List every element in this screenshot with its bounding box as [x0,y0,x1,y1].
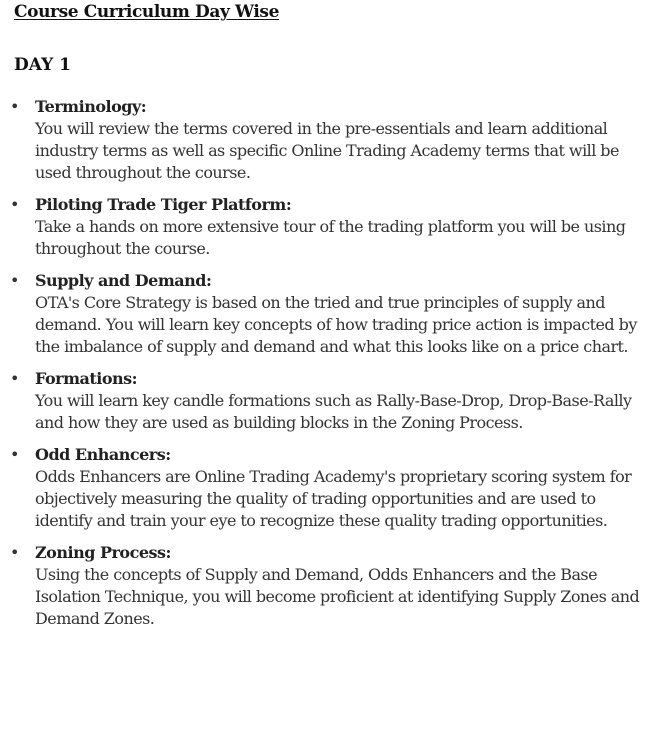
list-item-terminology [0,96,672,184]
list-item-piloting-trade-tiger [0,194,672,260]
bullet-icon: • [10,195,20,214]
curriculum-list [0,96,672,640]
item-title: Formations: [35,369,138,388]
item-title: Odd Enhancers: [35,445,171,464]
bullet-icon: • [10,271,20,290]
list-item-supply-and-demand [0,270,672,358]
list-item-zoning-process [0,542,672,630]
list-item-formations [0,368,672,434]
item-description: Using the concepts of Supply and Demand, Odds Enhancers and the Base Isolation Technique, you will become proficient at identifying Supply Zones and Demand Zones. [35,565,640,628]
item-description: Take a hands on more extensive tour of the trading platform you will be using throughout the course. [35,217,626,258]
item-description: You will learn key candle formations such as Rally-Base-Drop, Drop-Base-Rally and how they are used as building blocks in the Zoning Process. [35,391,632,432]
item-title: Zoning Process: [35,543,171,562]
item-description: Odds Enhancers are Online Trading Academy's proprietary scoring system for objectively measuring the quality of trading opportunities and are used to identify and train your eye to recognize these quality trading opportunities. [35,467,632,530]
day-heading: DAY 1 [14,55,71,75]
list-item-odd-enhancers [0,444,672,532]
document-title: Course Curriculum Day Wise [14,2,279,22]
item-title: Piloting Trade Tiger Platform: [35,195,292,214]
item-title: Supply and Demand: [35,271,212,290]
bullet-icon: • [10,543,20,562]
item-title: Terminology: [35,97,147,116]
item-description: OTA's Core Strategy is based on the tried and true principles of supply and demand. You will learn key concepts of how trading price action is impacted by the imbalance of supply and demand and what this looks like on a price chart. [35,293,637,356]
bullet-icon: • [10,369,20,388]
bullet-icon: • [10,97,20,116]
bullet-icon: • [10,445,20,464]
item-description: You will review the terms covered in the pre-essentials and learn additional industry terms as well as specific Online Trading Academy terms that will be used throughout the course. [35,119,619,182]
